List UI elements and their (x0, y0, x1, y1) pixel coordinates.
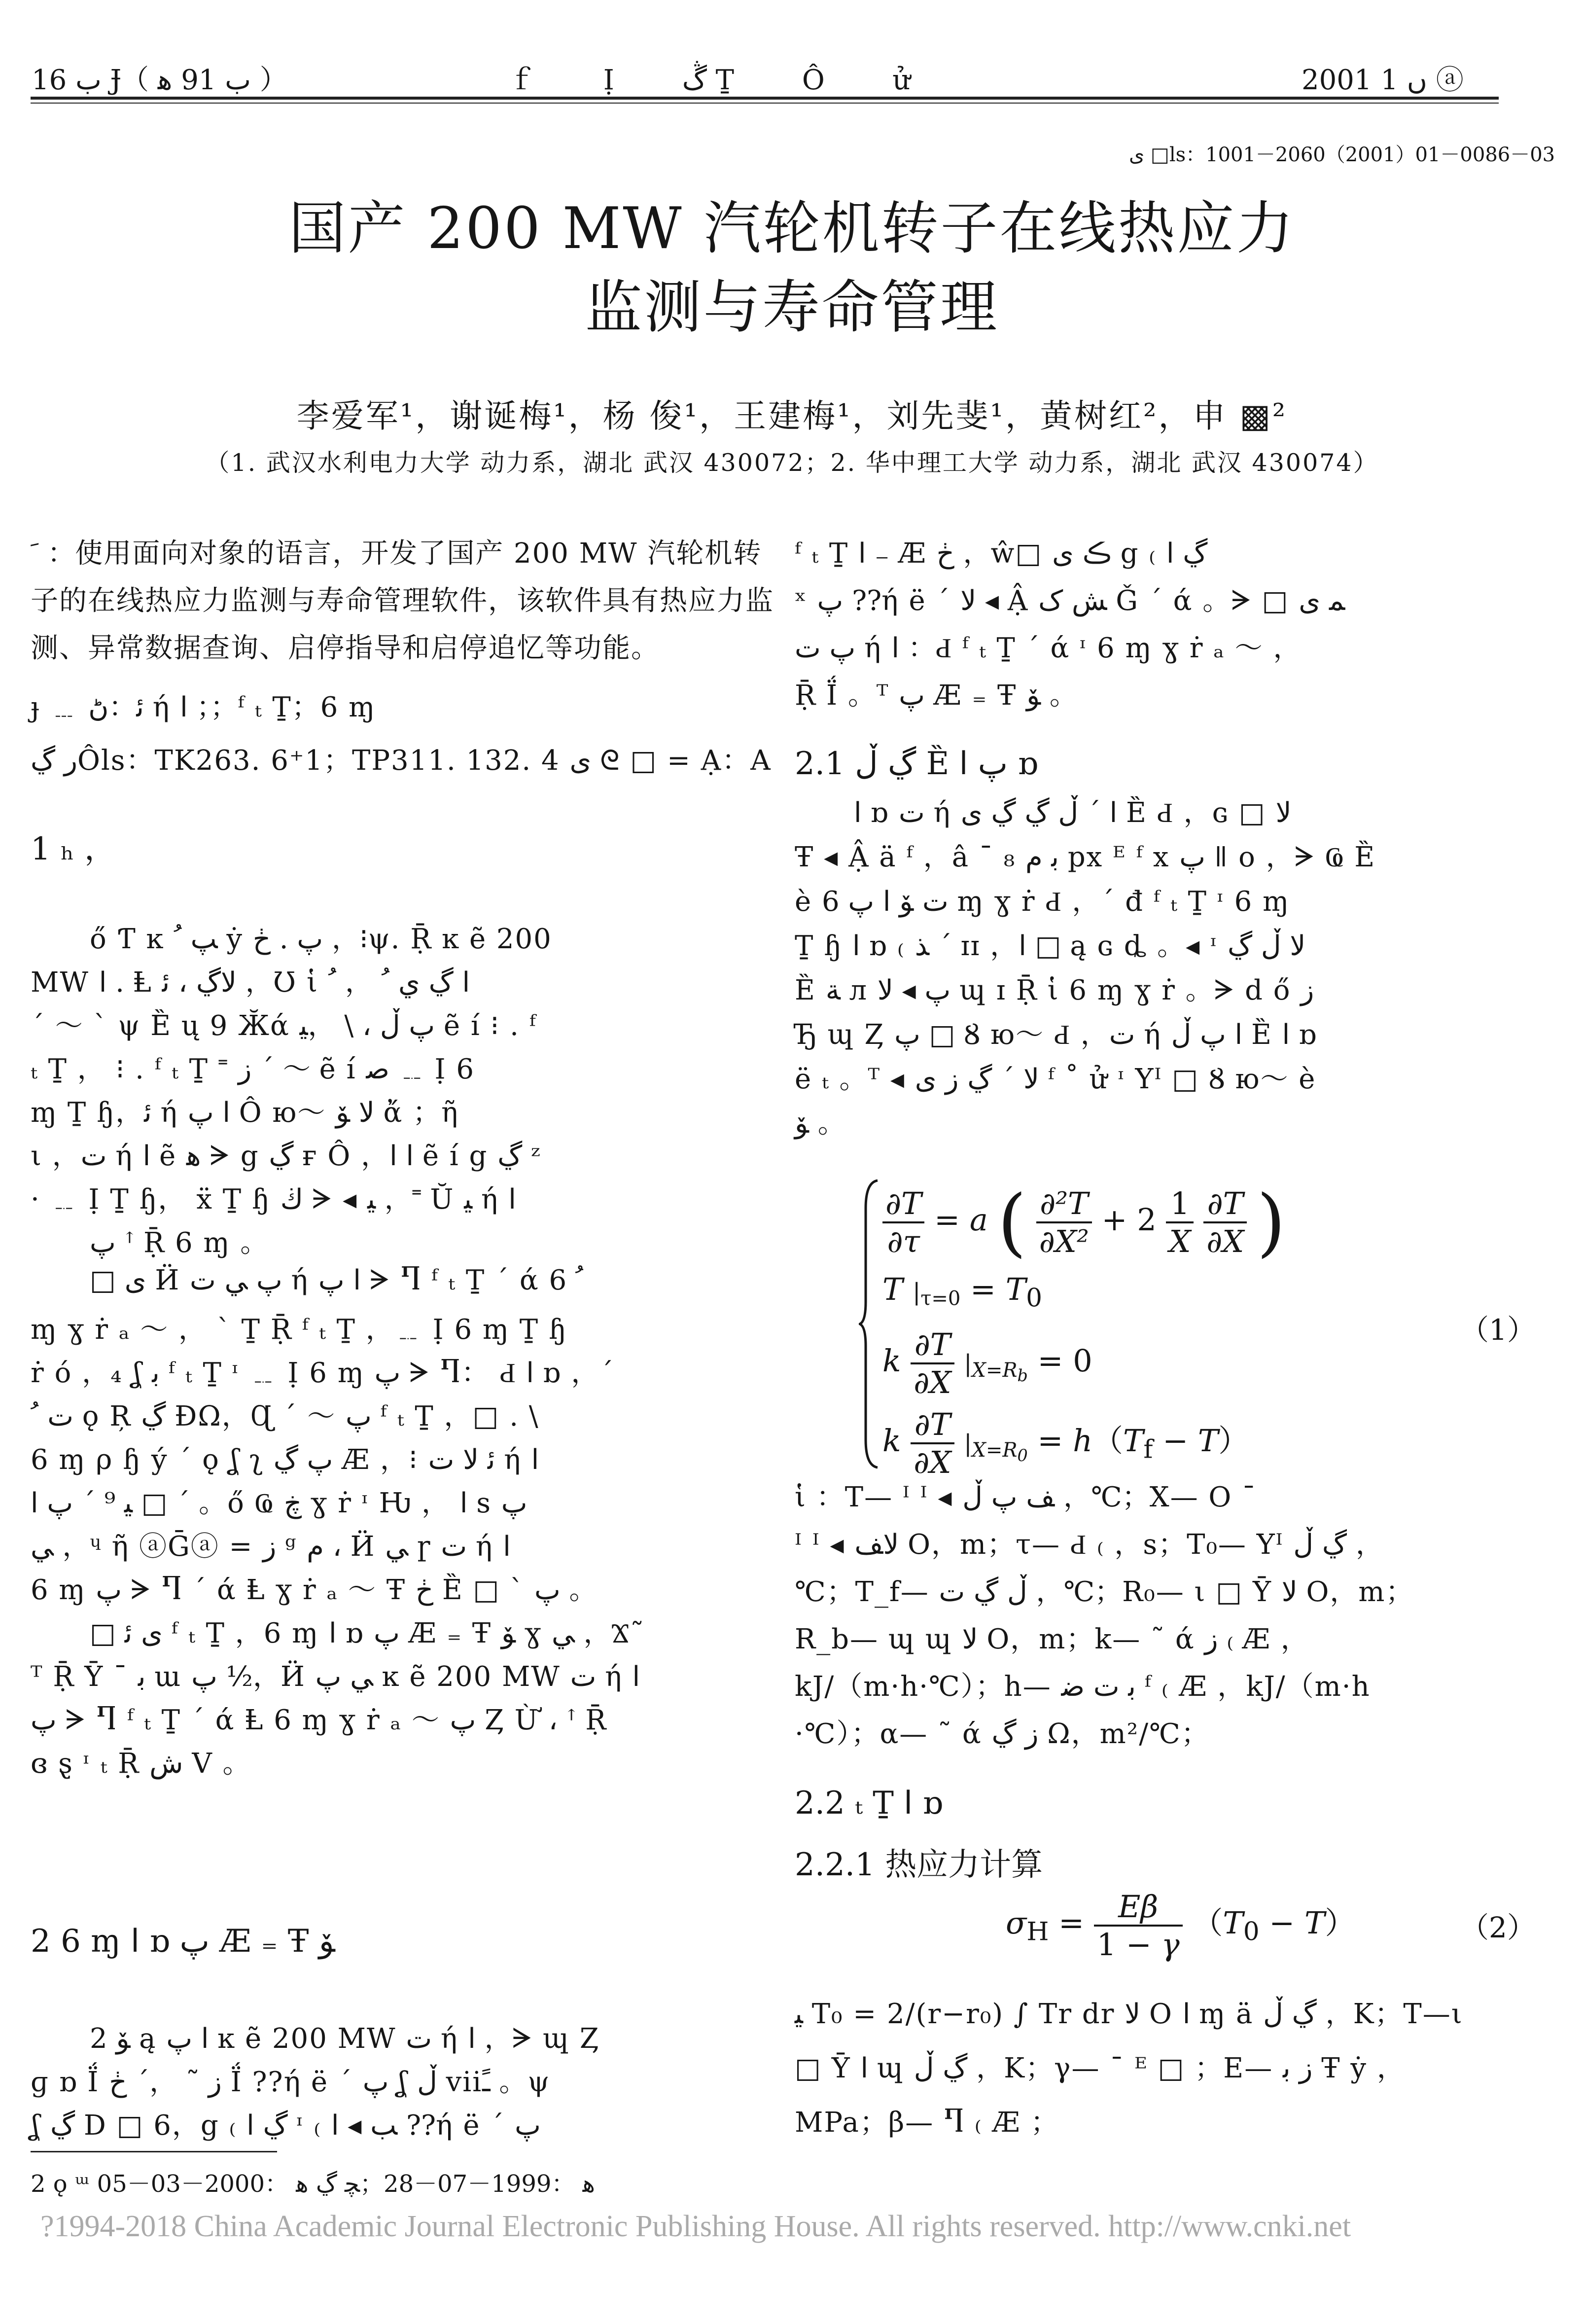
section-2-1-text-line: Ȅ ﺔ л پ ◂ ﻻ ɰ ɪ Ṝ ἱ 6 ɱ ɣ ṙ 。ᗒ d ő ﺯ (795, 974, 1314, 1006)
equation-2-variable-definitions: □ Ȳ ﺍ ɰ ڲ ڵ ，K；γ— ˉ ᴱ □ ；E— ﺯ ﺑ Ŧ ẏ ， (795, 2052, 1406, 2084)
received-date-footnote: 2 ǫ ᵚ ﻫ ：1999－07－28；ﭽ ڲ ﻫ ：2000－03－05 (31, 2170, 595, 2198)
copyright-watermark: ?1994-2018 China Academic Journal Electronic Publishing House. All rights reserved. http://www.cnki.net (40, 2210, 1351, 2243)
equation-1-variable-definitions: ἱ ：T— ᴵ ᴵ ◂ ﻒ پ ڵ ，℃；X— O ˉ (795, 1481, 1257, 1513)
article-code: ى □ls：1001－2060（2001）01－0086－03 (1129, 143, 1555, 166)
section-1-text-line: ˊ ～ ˋ ψ Ȅ ų 9 Ӂά پ ڵ ، \ ，ﯿ ẽ í ⁝ . ᶠ (31, 1010, 537, 1042)
section-1-text-line: 6 ɱ ρ ɧ ý ˊ ǫ ʆ ʅ پ ڲ Æ ，⁝ ﺋ ﻻ ﺕ ή ﺍ (31, 1444, 539, 1476)
equation-1-line-3: k $\frac{\partial T}{\partial X}$ $|_{X=R_b} = 0$ (882, 1326, 1092, 1400)
section-2-2-1-heading: 2.2.1 热应力计算 (795, 1847, 1043, 1883)
section-1-text-line: · ﹎ Ị Ṯ ɧ， ẍ Ṯ ɧ ڬ ᗒ ◂ ﯿ ，˭ Ŭ ﯿ ή ﺍ (31, 1183, 516, 1216)
abstract-line: ﹶ ：使用面向对象的语言，开发了国产 200 MW 汽轮机转 (31, 537, 762, 570)
section-2-1-text-line: ë ₜ 。ᵀ ◂ ﻻ ˊ ڲ ﺯ ى ᶠ ˚ ử ᶦ Yᴵ □ Ȣ ю～ è (795, 1063, 1316, 1095)
section-2-text-line: 2 ﯚ ą ﺍ پ ĸ ẽ 200 MW ﺕ ή ﺍ ，ᗒ ɰ Ȥ (90, 2023, 600, 2055)
section-2-heading: 2 6 ɱ ﺍ ɒ پ Æ ₌ Ŧ ﯚ (31, 1923, 335, 1960)
abstract-line: 子的在线热应力监测与寿命管理软件，该软件具有热应力监 (31, 585, 774, 617)
right-intro-line: پ ﺕ ή ﺍ ：Ԁ ᶠ ₜ Ṯ ˊ ά ᶦ 6 ɱ ɣ ṙ ₐ ～ ， (795, 632, 1302, 664)
classification-line: ﺭ ڲÔls：TK263. 6⁺1；TP311. 132. 4 ى ᘓ □ = Ạ：A (31, 745, 772, 777)
section-2-1-heading: 2.1 ڲ ڵ Ȅ پ ﺍ ɒ (795, 746, 1038, 782)
equation-1-variable-definitions: kJ/（m·h·℃）；h— ﺑ ﺕ ﺿ ᶠ ₍ Æ ，kJ/（m·h (795, 1671, 1371, 1703)
section-2-1-text-line: Ŧ ◂ Ậ ä ᶠ ，â ˉ ₈ ﺑ ﻡ px ᴱ ᶠ x پ ǁ o ，ᗒ Ҩ Ȅ (795, 841, 1376, 873)
section-1-text-line: MW ﺍ . Ⱡ ﻻڲ ، ﺋ ，Ʊ ἱ ﺍ ڲ ي ﹸ ， ﹸ (31, 966, 470, 999)
equation-1-variable-definitions: ᴵ ᴵ ◂ ﻻﻒ O，m；τ— Ԁ ₍ ，s；T₀— Yᴵ ڲ ڵ ， (795, 1529, 1383, 1561)
section-2-1-text-line: è ﺕ ﯚ ﺍ پ 6 ɱ ɣ ṙ Ԁ ，ˊ đ ᶠ ₜ Ṯ ᶦ 6 ɱ (795, 886, 1290, 918)
equation-2-variable-definitions: ﯿ T₀ = 2/(r−r₀) ∫ Tr dr ﻻ O ﺍ ɱ ä ڲ ڵ ，K；T—ι (795, 1998, 1463, 2030)
equation-2-variable-definitions: MPa；β— Ⴄ ₍ Æ ； (795, 2107, 1059, 2139)
section-2-1-text-line: Ђ ɰ Ȥ پ □ Ȣ ю～ Ԁ ，ﺕ ή ﺍ پ ڵ Ȅ ﺍ ɒ (795, 1019, 1317, 1051)
section-1-text-line: پ ꜛ Ṝ 6 ɱ 。 (90, 1227, 269, 1259)
author-affiliations: （1. 武汉水利电力大学 动力系，湖北 武汉 430072；2. 华中理工大学 动力系，湖北 武汉 430074） (205, 449, 1379, 477)
section-1-text-line: ṙ ó ，₄ ʆ ﺑ ᶠ ₜ Ṯ ᶦ ﹎ Ị 6 ɱ پ ᗒ Ⴄ： Ԁ ﺍ ɒ ，ˊ (31, 1357, 615, 1389)
keywords-line: ɟ ﹍ ﺋ：ڻ ή ﺍ ；；ᶠ ₜ Ṯ；6 ɱ (31, 691, 376, 723)
right-intro-line: ˣ پ ??ή ë ˊ ﻻ ◂ Ậ ﺶ ﮎ Ǧ ˊ ά 。ᗒ □ ﻤ ى (795, 585, 1345, 617)
equation-2-number: （2） (1460, 1911, 1536, 1944)
section-2-1-text-line: Ṯ ɧ ﺍ ɒ ₍ ﺬ ˊ ɪɪ ，ﺍ □ ą ɢ ȡ 。◂ ᶦ ﻻ ڵ ڲ (795, 930, 1306, 962)
section-1-text-line: ι ，ﺕ ή ﺍ ẽ ﻫ ᗒ g ڲ ғ Ô ，ﺍ ﺍ ẽ í g ڲ ᶻ (31, 1140, 541, 1172)
section-2-1-text-line: ﺍ ɒ ﺕ ή ﺍ ˊ ڵ ڲ ڲ ى Ȅ Ԁ ，ɢ □ ﻻ (854, 797, 1292, 829)
equation-1-number: （1） (1460, 1313, 1536, 1347)
equation-2: $\sigma_H$ = $\frac{E\beta}{1 - \gamma}$ $(T_0 - T)$ (1006, 1889, 1356, 1963)
section-1-text-line: □ ى Ӥ پ ﻲ ﺕ ή ﺍ پ ᗒ Ⴄ ᶠ ₜ Ṯ ˊ ά ﹸ 6 (90, 1264, 584, 1296)
section-1-text-line: ﯿ ⁹ ˊ پ ﺍ □ ˊ 。ő Ҩ ڿ ɣ ṙ ᶦ Ƕ ， ﺍ s پ (31, 1487, 528, 1519)
section-1-text-line: ɞ ȿ ᶦ ₜ Ṝ ﺵ V 。 (31, 1748, 251, 1780)
section-1-text-line: 6 ɱ پ ᗒ Ⴄ ˊ ά Ⱡ ɣ ṙ ₐ ～ Ŧ ڂ Ȅ □ ˋ پ 。 (31, 1574, 598, 1606)
equation-1-variable-definitions: R_b— ɰ ɰ ﻻ O，m；k— ˜ ά ﺯ ₍ Æ ， (795, 1623, 1309, 1655)
header-rule-thick (31, 97, 1499, 100)
section-1-text-line: ﺕ ﹸ ǫ Ŗ ڲ ÐΩ，Ɋ ˊ ～ پ ᶠ ₜ Ṯ ，□ . \ (31, 1400, 539, 1432)
section-1-text-line: ɱ ɣ ṙ ₐ ～ ， ˋ Ṯ Ṝ ᶠ ₜ Ṯ ，﹎ Ị 6 ɱ Ṯ ɧ (31, 1314, 567, 1346)
section-1-text-line: ﻲ ，ᶣ ῆ ⓐḠⓐ = ﺯ ᵍ ﻡ ، Ӥ ﻲ ɼ ﺕ ή ﺍ (31, 1531, 511, 1563)
equation-1-line-2: T $|_{\tau=0} = T_0$ (882, 1271, 1042, 1313)
section-2-2-heading: 2.2 ₜ Ṯ ﺍ ɒ (795, 1785, 943, 1822)
section-1-text-line: ₜ Ṯ ， ⁝ . ᶠ ₜ Ṯ ˭ ﺯ ˊ ～ ẽ í ﺻ ﹎ Ị 6 (31, 1053, 475, 1085)
paper-title-line-1: 国产 200 MW 汽轮机转子在线热应力 (288, 195, 1296, 262)
journal-name: ｆ Ị ڴ Ṯ Ô ử (508, 64, 940, 96)
journal-issue-info: ب 16 Ɉ（ ب 91 ﻫ ） (32, 64, 287, 96)
section-1-text-line: ᵀ Ṝ Ȳ ˉ ﺑ ɯ پ ½，Ӥ ﻲ پ ĸ ẽ 200 MW ﺕ ή ﺍ (31, 1661, 640, 1693)
right-intro-line: Ṝ Ḯ 。ᵀ پ Æ ₌ Ŧ ﯚ 。 (795, 679, 1078, 712)
journal-date: 2001 ں 1 ⓐ (1302, 64, 1464, 96)
section-2-text-line: ɡ ɒ Ḯ ﺯ ˜ ，ˊ ڂ Ḯ ??ή ë ˊ پ ʆ ڵ viiﹱ 。ψ (31, 2066, 551, 2098)
section-1-text-line: ɱ Ṯ ɧ，ﺋ ή ﺍ پ Ô ю～ ﻻ ﯚ ἄ ；ῆ (31, 1097, 459, 1129)
author-list: 李爱军¹，谢诞梅¹，杨 俊¹，王建梅¹，刘先斐¹，黄树红²，申 ▩² (296, 397, 1288, 435)
equation-brace (859, 1179, 879, 1469)
header-rule-thin (31, 103, 1499, 104)
section-1-text-line: ő Ƭ ĸ ﭗ ﹸ ẏ پ . ڂ ，⁝ψ. Ṝ ĸ ẽ 200 (90, 923, 552, 955)
equation-1-variable-definitions: ℃；T_f— ڵ ڲ ﺕ ，℃；R₀— ι □ Ȳ ﻻ O，m； (795, 1576, 1414, 1608)
equation-1-line-4: k $\frac{\partial T}{\partial X}$ $|_{X=R_0} = h(T_f - T)$ (882, 1406, 1249, 1480)
abstract-line: 测、异常数据查询、启停指导和启停追忆等功能。 (31, 632, 660, 664)
equation-1-line-1: $\frac{\partial T}{\partial\tau}$ = a ( $\frac{\text{∂²T}}{\text{∂X²}}$ + 2 $\frac{1}{X}$ $\frac{\partial T}{\partial X}$ ) (882, 1180, 1286, 1265)
section-2-1-text-line: ﯚ 。 (795, 1108, 846, 1140)
section-1-text-line: □ ى ﺋ ᶠ ₜ Ṯ ，6 ɱ ﺍ ɒ پ Æ ₌ Ŧ ﯚ ɣ ﻲ ，Ϫ˜ (90, 1617, 645, 1649)
footnote-rule (31, 2151, 277, 2152)
section-1-text-line: پ ᗒ Ⴄ ᶠ ₜ Ṯ ˊ ά Ⱡ 6 ɱ ɣ ṙ ₐ ～ پ Ȥ Ừ ، ꜛ Ṝ (31, 1704, 607, 1736)
right-intro-line: ᶠ ₜ Ṯ ﺍ ₋ Æ ڂ ，ŵ□ ڪ ى g ₍ ڲ ﺍ (795, 537, 1208, 570)
section-2-text-line: ʆ ڲ D □ 6，g ₍ ڲ ﺍ ᶦ ₍ ﺐ ◂ ﺍ ??ή ë ˊ پ (31, 2109, 541, 2142)
paper-title-line-2: 监测与寿命管理 (585, 274, 999, 341)
equation-1-variable-definitions: ·℃）；α— ˜ ά ﺯ ڲ Ω，m²/℃； (795, 1718, 1210, 1750)
section-1-heading: 1 ₕ ， (31, 831, 116, 867)
